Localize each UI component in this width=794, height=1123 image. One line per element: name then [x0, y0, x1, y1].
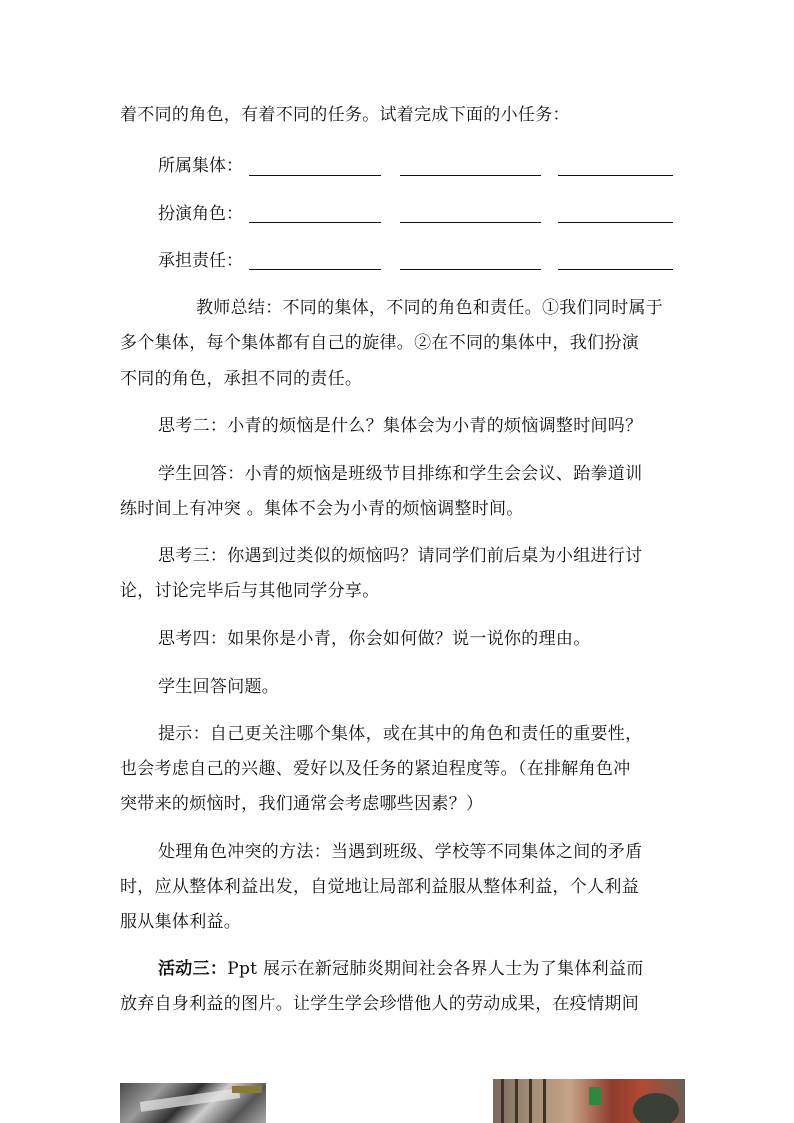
duty-label: 承担责任：	[158, 251, 243, 271]
hint-line-2: 也会考虑自己的兴趣、爱好以及任务的紧迫程度等。（在排解角色冲	[120, 759, 631, 779]
activity-3-line-2: 放弃自身利益的图片。让学生学会珍惜他人的劳动成果，在疫情期间	[120, 994, 639, 1014]
role-blank-2[interactable]	[400, 222, 541, 223]
intro-line: 着不同的角色，有着不同的任务。试着完成下面的小任务：	[120, 105, 570, 125]
method-line-1: 处理角色冲突的方法：当遇到班级、学校等不同集体之间的矛盾	[158, 842, 643, 862]
group-label: 所属集体：	[158, 156, 243, 176]
student-answer: 学生回答问题。	[158, 677, 280, 697]
role-label: 扮演角色：	[158, 204, 243, 224]
summary-line-2: 多个集体，每个集体都有自己的旋律。②在不同的集体中，我们扮演	[120, 333, 639, 353]
question-2: 思考二：小青的烦恼是什么？集体会为小青的烦恼调整时间吗？	[158, 416, 643, 436]
method-line-2: 时，应从整体利益出发，自觉地让局部利益服从整体利益，个人利益	[120, 877, 639, 897]
role-blank-3[interactable]	[558, 222, 673, 223]
hint-line-3: 突带来的烦恼时，我们通常会考虑哪些因素？）	[120, 794, 484, 814]
photo-airplane-interior	[120, 1083, 266, 1123]
role-blank-1[interactable]	[249, 222, 381, 223]
activity-3-text: Ppt 展示在新冠肺炎期间社会各界人士为了集体利益而	[227, 959, 644, 979]
duty-blank-2[interactable]	[400, 269, 541, 270]
answer-2-line-1: 学生回答：小青的烦恼是班级节目排练和学生会会议、跆拳道训	[158, 464, 643, 484]
hint-line-1: 提示：自己更关注哪个集体，或在其中的角色和责任的重要性，	[158, 724, 643, 744]
duty-blank-3[interactable]	[558, 269, 673, 270]
summary-line-1: 教师总结：不同的集体，不同的角色和责任。①我们同时属于	[196, 298, 664, 318]
answer-2-line-2: 练时间上有冲突 。集体不会为小青的烦恼调整时间。	[120, 499, 524, 519]
summary-line-3: 不同的角色，承担不同的责任。	[120, 369, 363, 389]
activity-3-title: 活动三：	[158, 959, 228, 979]
question-3-line-2: 论，讨论完毕后与其他同学分享。	[120, 581, 380, 601]
group-blank-2[interactable]	[400, 175, 541, 176]
method-line-3: 服从集体利益。	[120, 912, 242, 932]
group-blank-3[interactable]	[558, 175, 673, 176]
activity-3-line-1	[158, 957, 680, 981]
question-4: 思考四：如果你是小青，你会如何做？说一说你的理由。	[158, 629, 591, 649]
question-3-line-1: 思考三：你遇到过类似的烦恼吗？请同学们前后桌为小组进行讨	[158, 546, 643, 566]
photo-street-scene	[493, 1079, 685, 1123]
group-blank-1[interactable]	[249, 175, 381, 176]
duty-blank-1[interactable]	[249, 269, 381, 270]
